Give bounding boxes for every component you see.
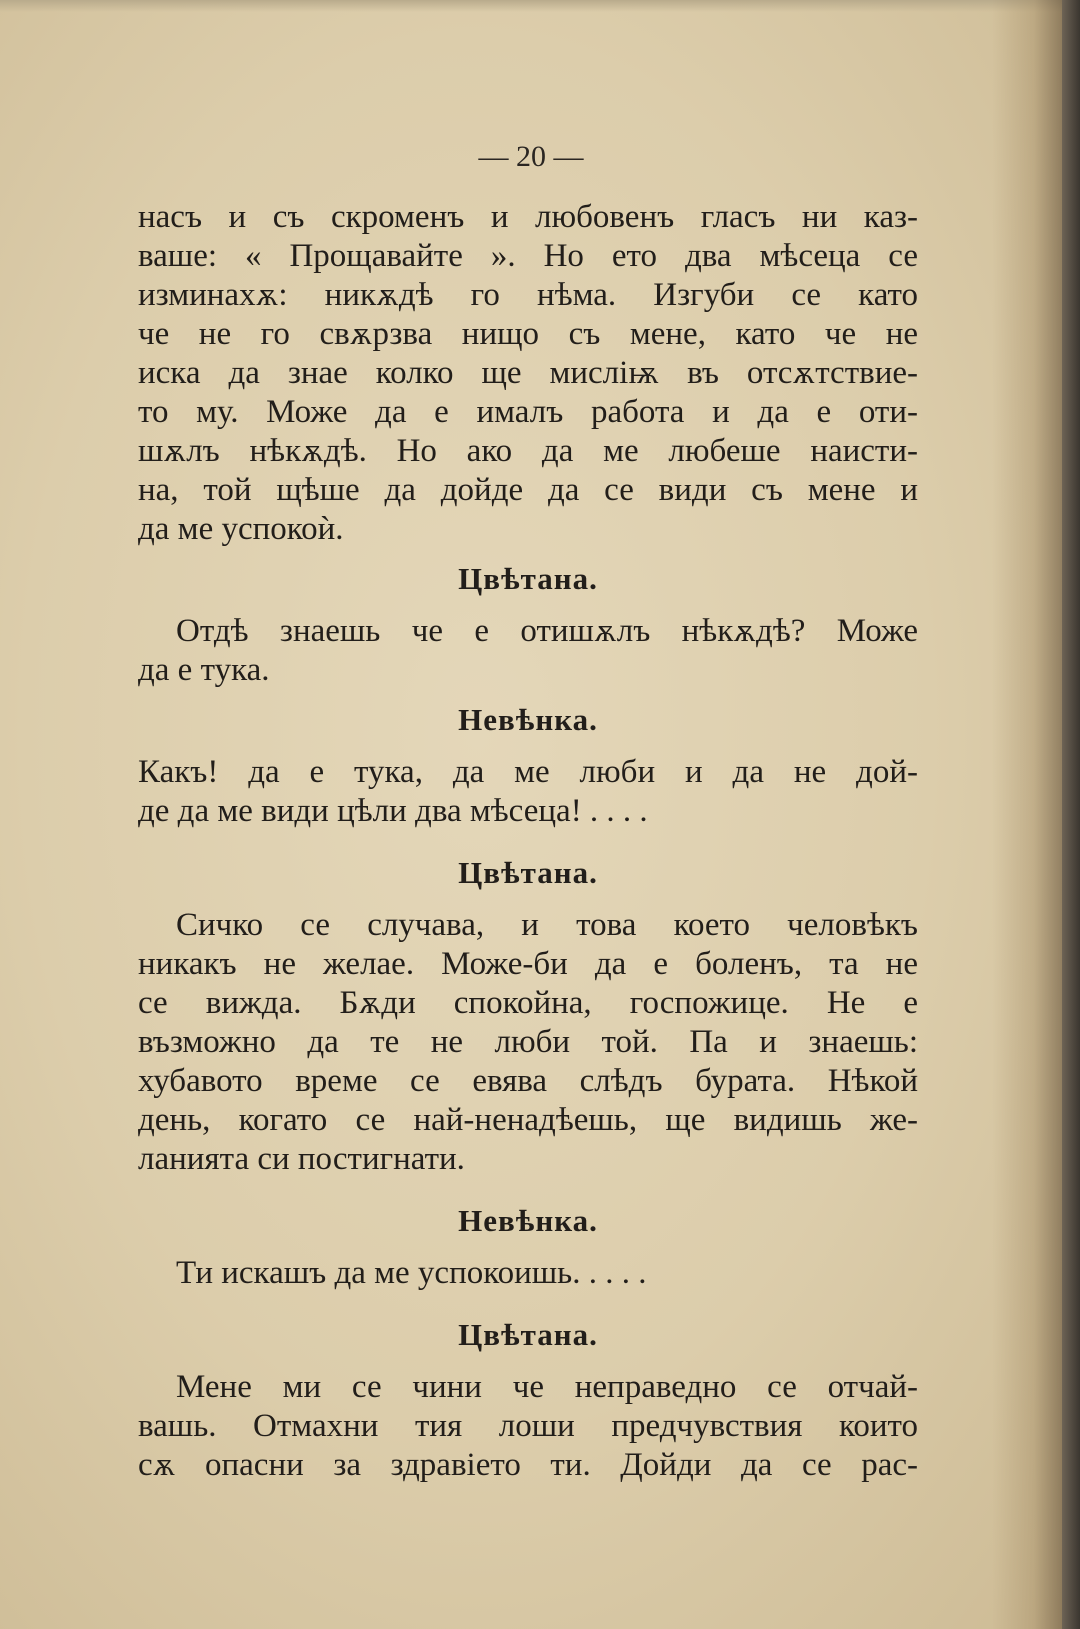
text-line: день, когато се най-ненадѣешь, ще видишь же- — [138, 1102, 918, 1138]
page-text — [138, 198, 918, 1485]
dialogue-paragraph — [138, 753, 918, 831]
text-line: Отдѣ знаешь че е отишѫлъ нѣкѫдѣ? Може — [176, 613, 918, 649]
page-number: — 20 — — [478, 140, 584, 173]
text-line: шѫлъ нѣкѫдѣ. Но ако да ме любеше наисти- — [138, 433, 918, 469]
text-line: Какъ! да е тука, да ме люби и да не дой- — [138, 754, 918, 790]
text-line: се вижда. Бѫди спокойна, госпожице. Не е — [138, 985, 918, 1021]
dialogue-paragraph — [138, 1368, 918, 1485]
text-line: то му. Може да е ималъ работа и да е оти- — [138, 394, 918, 430]
dialogue-paragraph — [138, 612, 918, 690]
text-line: Мене ми се чини че неправедно се отчай- — [176, 1369, 918, 1405]
text-line: иска да знае колко ще мислiѭ въ отсѫтствие- — [138, 355, 918, 391]
text-line: възможно да те не люби той. Па и знаешь: — [138, 1024, 918, 1060]
paragraph-continuation — [138, 198, 918, 549]
speaker-name: Цвѣтана. — [458, 561, 598, 596]
text-line: да ме успокоѝ. — [138, 511, 344, 547]
text-line: хубавото време се евява слѣдъ бурата. Нѣкой — [138, 1063, 918, 1099]
text-line: ланията си постигнати. — [138, 1141, 465, 1177]
dialogue-paragraph — [138, 906, 918, 1179]
speaker-name: Цвѣтана. — [458, 1317, 598, 1352]
text-line: вашь. Отмахни тия лоши предчувствия които — [138, 1408, 918, 1444]
text-line: да е тука. — [138, 652, 270, 688]
text-line: на, той щѣше да дойде да се види съ мене и — [138, 472, 918, 508]
speaker-name: Цвѣтана. — [458, 855, 598, 890]
speaker-name: Невѣнка. — [458, 702, 598, 737]
text-line: Ти искашъ да ме успокоишь. . . . . — [176, 1255, 647, 1291]
text-line: че не го свѫрзва нищо съ мене, като че не — [138, 316, 918, 352]
text-line: насъ и съ скроменъ и любовенъ гласъ ни каз- — [138, 199, 918, 235]
text-line: де да ме види цѣли два мѣсеца! . . . . — [138, 793, 648, 829]
text-line: изминахѫ: никѫдѣ го нѣма. Изгуби се като — [138, 277, 918, 313]
page-gutter-shadow — [992, 0, 1062, 1629]
book-spine — [1062, 0, 1080, 1629]
text-line: никакъ не желае. Може-би да е боленъ, та не — [138, 946, 918, 982]
text-line: ваше: « Прощавайте ». Но ето два мѣсеца се — [138, 238, 918, 274]
text-line: Сичко се случава, и това което человѣкъ — [176, 907, 918, 943]
text-line: сѫ опасни за здравiето ти. Дойди да се рас- — [138, 1447, 918, 1483]
speaker-name: Невѣнка. — [458, 1203, 598, 1238]
dialogue-paragraph — [138, 1254, 918, 1293]
page-top-shadow — [0, 0, 1062, 12]
